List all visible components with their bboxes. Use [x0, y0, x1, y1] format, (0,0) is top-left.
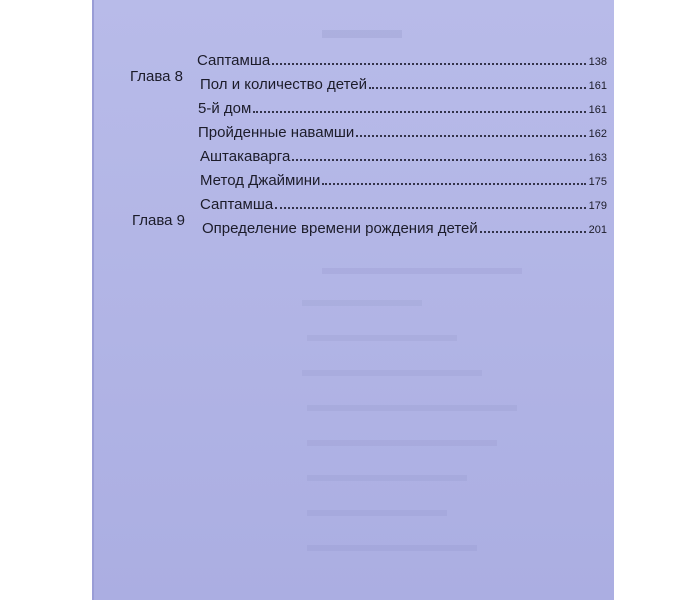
toc-entry-page: 163 [588, 152, 607, 164]
dot-leader [322, 182, 585, 185]
toc-entry-page: 161 [588, 104, 607, 116]
toc-entry-page: 201 [588, 224, 607, 236]
toc-entry [198, 93, 607, 117]
chapter-label: Глава 9 [132, 212, 186, 229]
toc-entry [200, 141, 607, 165]
toc-entry-title: 5-й дом [198, 100, 252, 117]
toc-entry-page: 162 [588, 128, 607, 140]
toc-entry-page: 179 [588, 200, 607, 212]
toc-entry-page: 161 [588, 80, 607, 92]
toc-entry [197, 45, 607, 69]
toc-entry-title: Аштакаварга [200, 148, 291, 165]
toc-entry-title: Пол и количество детей [200, 76, 367, 93]
toc-entry-title: Метод Джаймини [200, 172, 321, 189]
book-page [92, 0, 614, 600]
dot-leader [369, 86, 586, 89]
toc-entry-title: Пройденные навамши [198, 124, 355, 141]
chapter-label: Глава 8 [130, 68, 184, 85]
toc-entry [200, 165, 607, 189]
dot-leader [292, 158, 585, 161]
dot-leader [272, 62, 585, 65]
dot-leader [356, 134, 585, 137]
toc-entry [202, 213, 607, 237]
dot-leader [480, 230, 586, 233]
dot-leader [253, 110, 585, 113]
toc-entry-page: 175 [588, 176, 607, 188]
toc-entry-page: 138 [588, 56, 607, 68]
toc-entry [200, 189, 607, 213]
table-of-contents [92, 0, 614, 600]
toc-entry-title: Определение времени рождения детей [202, 220, 478, 237]
toc-entry-title: Саптамша [200, 196, 274, 213]
dot-leader [275, 206, 585, 209]
toc-entry-title: Саптамша [197, 52, 271, 69]
toc-entry [200, 69, 607, 93]
toc-entry [198, 117, 607, 141]
